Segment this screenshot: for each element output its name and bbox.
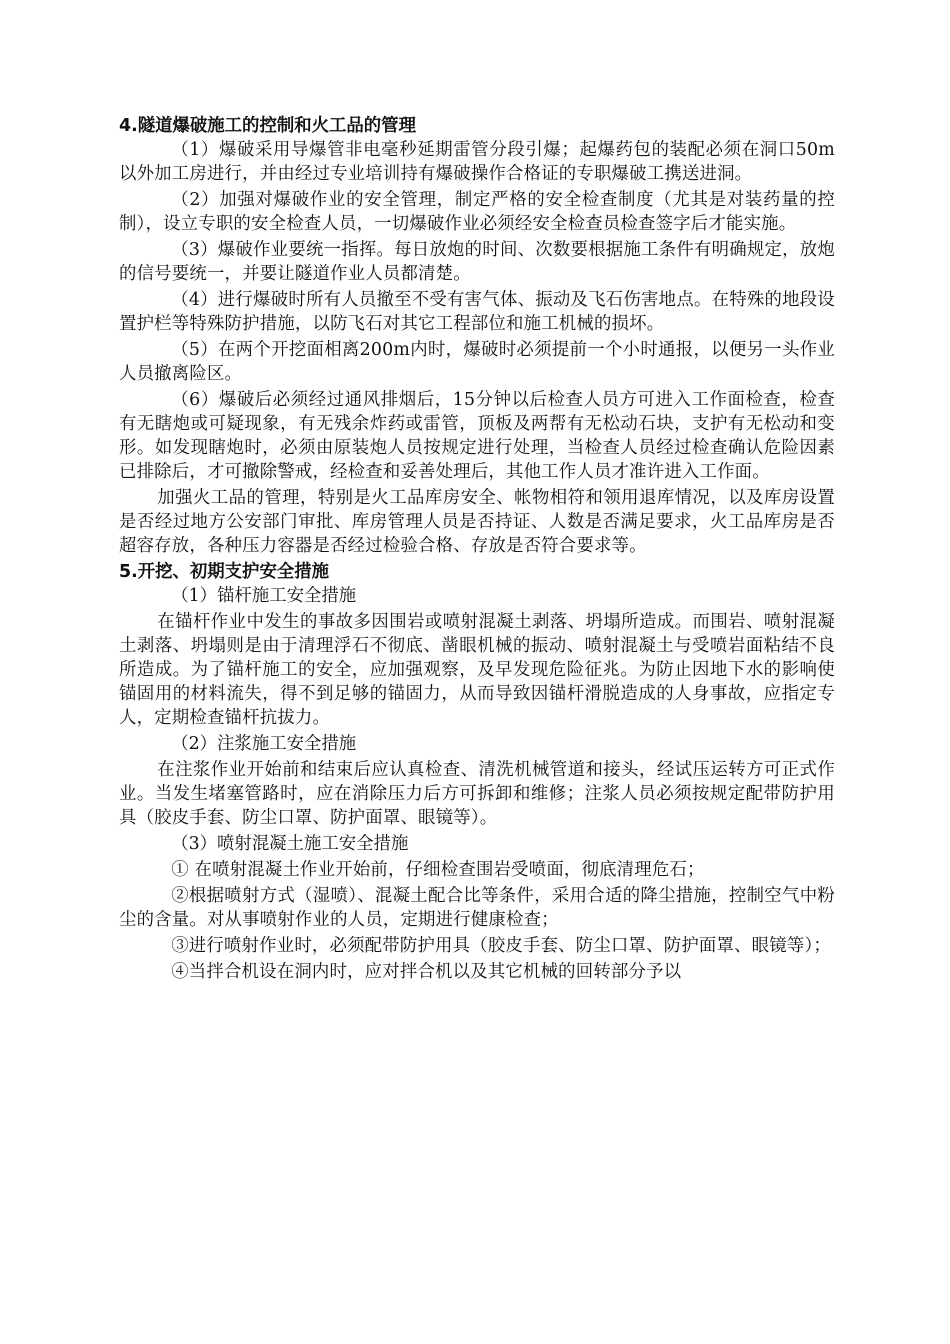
anchor-bolt-subheading: （1）锚杆施工安全措施 <box>171 586 357 606</box>
shotcrete-subheading: （3）喷射混凝土施工安全措施 <box>171 834 409 854</box>
section-5-heading: 5.开挖、初期支护安全措施 <box>119 562 330 582</box>
shotcrete-item-1: ① 在喷射混凝土作业开始前，仔细检查围岩受喷面，彻底清理危石； <box>171 860 705 880</box>
shotcrete-item-2: ②根据喷射方式（湿喷）、混凝土配合比等条件，采用合适的降尘措施，控制空气中粉尘的含量。对从事喷射作业的人员，定期进行健康检查； <box>119 886 835 930</box>
section-4-paragraph-2: （2）加强对爆破作业的安全管理，制定严格的安全检查制度（尤其是对装药量的控制），设立专职的安全检查人员，一切爆破作业必须经安全检查员检查签字后才能实施。 <box>119 190 835 234</box>
anchor-bolt-paragraph: 在锚杆作业中发生的事故多因围岩或喷射混凝土剥落、坍塌所造成。而围岩、喷射混凝土剥落、坍塌则是由于清理浮石不彻底、凿眼机械的振动、喷射混凝土与受喷岩面粘结不良所造成。为了锚杆施工的安全，应加强观察，及早发现危险征兆。为防止因地下水的影响使锚固用的材料流失，得不到足够的锚固力，从而导致因锚杆滑脱造成的人身事故，应指定专人，定期检查锚杆抗拔力。 <box>119 612 835 728</box>
grouting-subheading: （2）注浆施工安全措施 <box>171 734 357 754</box>
section-4-paragraph-1: （1）爆破采用导爆管非电毫秒延期雷管分段引爆；起爆药包的装配必须在洞口50m以外加工房进行，并由经过专业培训持有爆破操作合格证的专职爆破工携送进洞。 <box>119 140 835 184</box>
section-4-paragraph-4: （4）进行爆破时所有人员撤至不受有害气体、振动及飞石伤害地点。在特殊的地段设置护栏等特殊防护措施，以防飞石对其它工程部位和施工机械的损坏。 <box>119 290 835 334</box>
shotcrete-item-3: ③进行喷射作业时，必须配带防护用具（胶皮手套、防尘口罩、防护面罩、眼镜等）； <box>171 936 831 956</box>
section-4-heading: 4.隧道爆破施工的控制和火工品的管理 <box>119 116 416 136</box>
shotcrete-item-4: ④当拌合机设在洞内时，应对拌合机以及其它机械的回转部分予以 <box>171 962 682 982</box>
section-4-paragraph-5: （5）在两个开挖面相离200m内时，爆破时必须提前一个小时通报，以便另一头作业人员撤离险区。 <box>119 340 835 384</box>
section-4-paragraph-3: （3）爆破作业要统一指挥。每日放炮的时间、次数要根据施工条件有明确规定，放炮的信号要统一，并要让隧道作业人员都清楚。 <box>119 240 835 284</box>
document-body <box>119 114 835 986</box>
grouting-paragraph: 在注浆作业开始前和结束后应认真检查、清洗机械管道和接头，经试压运转方可正式作业。当发生堵塞管路时，应在消除压力后方可拆卸和维修；注浆人员必须按规定配带防护用具（胶皮手套、防尘口罩、防护面罩、眼镜等）。 <box>119 760 835 828</box>
section-4-paragraph-7: 加强火工品的管理，特别是火工品库房安全、帐物相符和领用退库情况，以及库房设置是否经过地方公安部门审批、库房管理人员是否持证、人数是否满足要求，火工品库房是否超容存放，各种压力容器是否经过检验合格、存放是否符合要求等。 <box>119 488 835 556</box>
section-4-paragraph-6: （6）爆破后必须经过通风排烟后，15分钟以后检查人员方可进入工作面检查，检查有无瞎炮或可疑现象，有无残余炸药或雷管，顶板及两帮有无松动石块，支护有无松动和变形。如发现瞎炮时，必须由原装炮人员按规定进行处理，当检查人员经过检查确认危险因素已排除后，才可撤除警戒，经检查和妥善处理后，其他工作人员才准许进入工作面。 <box>119 390 835 482</box>
